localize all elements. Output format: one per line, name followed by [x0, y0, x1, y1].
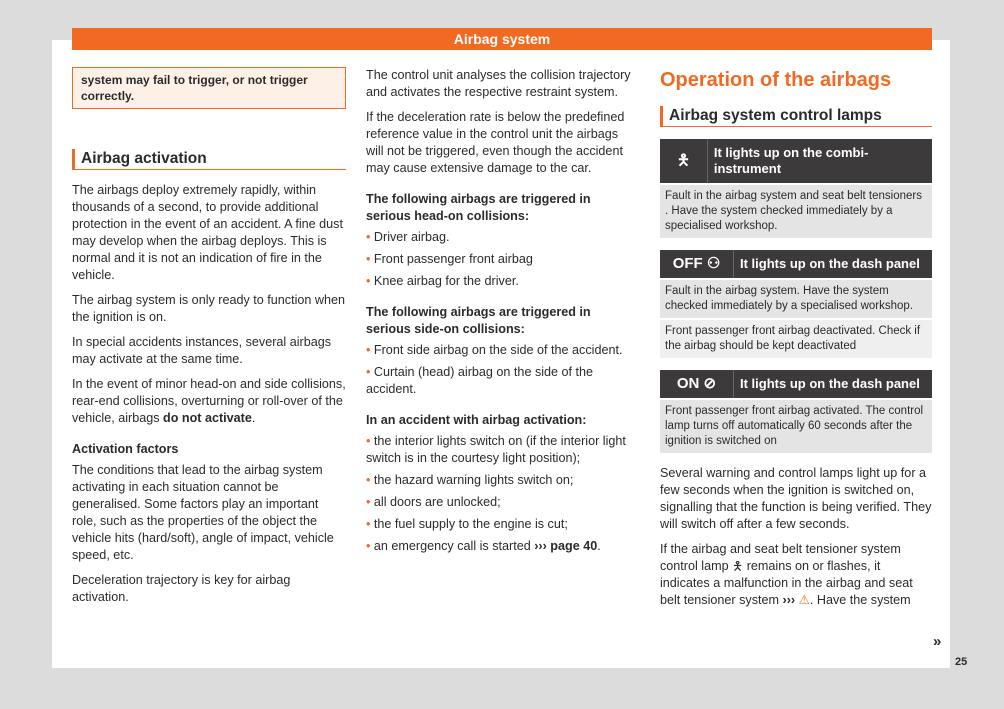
column-3 — [660, 66, 932, 617]
lamp-row-on — [660, 370, 932, 398]
heading-airbag-activation: Airbag activation — [72, 149, 346, 170]
list-item: • all doors are unlocked; — [366, 494, 638, 511]
list-item: • the interior lights switch on (if the interior light switch is in the courtesy light position); — [366, 433, 638, 467]
paragraph: In special accidents instances, several airbags may activate at the same time. — [72, 335, 332, 366]
column-1 — [72, 67, 346, 614]
paragraph: The airbags deploy extremely rapidly, within thousands of a second, to provide additional protection in the event of an accident. A fine dust may develop when the airbag deploys. This is normal and it is not an indication of fire in the vehicle. — [72, 183, 343, 282]
paragraph: The conditions that lead to the airbag system activating in each situation cannot be generalised. Some factors play an important role, such as the properties of the object the vehicle hits (hard/soft), angle of impact, vehicle speed, etc. — [72, 463, 334, 562]
paragraph: Several warning and control lamps light up for a few seconds when the ignition is switched on, signalling that the function is being verified. They will switch off after a few seconds. — [660, 466, 932, 531]
continued-icon: » — [933, 633, 942, 650]
list-item: • Knee airbag for the driver. — [366, 273, 638, 290]
lamp-label: It lights up on the dash panel — [740, 376, 920, 391]
lamp-row-off — [660, 250, 932, 278]
list-item: • Front side airbag on the side of the accident. — [366, 342, 638, 359]
paragraph — [72, 376, 346, 427]
text: . — [251, 411, 256, 425]
title-operation: Operation of the airbags — [660, 69, 892, 91]
heading-control-lamps: Airbag system control lamps — [660, 106, 932, 127]
passenger-airbag-on-icon: ⊘ — [703, 375, 717, 392]
list-item: • Front passenger front airbag — [366, 251, 638, 268]
lamp-label: It lights up on the dash panel — [740, 256, 920, 271]
lamp-icon-group — [660, 250, 734, 278]
subheading-head-on: The following airbags are triggered in serious head-on collisions: — [366, 192, 591, 223]
reference-arrows: ››› — [782, 593, 799, 607]
text: . — [597, 539, 601, 553]
list-item: • the hazard warning lights switch on; — [366, 472, 638, 489]
text: remains on or flashes, it indicates a malfunction in the airbag and seat belt tensioner system — [660, 559, 913, 607]
passenger-airbag-off-icon: ⚇ — [706, 255, 721, 272]
page-link[interactable]: ››› page 40 — [534, 539, 598, 553]
text: an emergency call is started — [373, 539, 535, 553]
on-label: ON — [676, 375, 700, 392]
paragraph: If the deceleration rate is below the predefined reference value in the control unit the airbags will not be triggered, even though the accident may cause extensive damage to the car. — [366, 110, 625, 175]
paragraph: The control unit analyses the collision trajectory and activates the respective restraint system. — [366, 68, 631, 99]
text: If the airbag and seat belt tensioner system control lamp — [660, 542, 901, 573]
paragraph: Deceleration trajectory is key for airbag activation. — [72, 573, 291, 604]
off-label: OFF — [672, 255, 703, 272]
warning-box: system may fail to trigger, or not trigger correctly. — [72, 67, 346, 109]
list-item: • Curtain (head) airbag on the side of the accident. — [366, 364, 638, 398]
column-2 — [366, 67, 638, 560]
airbag-warning-icon: 🯅 — [660, 139, 708, 183]
list-item: • Driver airbag. — [366, 229, 638, 246]
lamp-label: It lights up on the combi-instrument — [713, 145, 869, 176]
page-number: 25 — [955, 656, 968, 668]
lamp-description: Fault in the airbag system. Have the system checked immediately by a specialised workshop. — [660, 280, 932, 318]
paragraph — [660, 541, 932, 609]
warning-triangle-icon: ⚠ — [798, 593, 810, 607]
lamp-description: Front passenger front airbag activated. The control lamp turns off automatically 60 seconds after the ignition is switched on — [660, 400, 932, 453]
subheading-accident: In an accident with airbag activation: — [366, 413, 587, 427]
subheading-activation-factors: Activation factors — [72, 442, 179, 456]
section-header: Airbag system — [72, 28, 932, 50]
emphasis: do not activate — [163, 411, 252, 425]
paragraph: The airbag system is only ready to function when the ignition is on. — [72, 293, 346, 324]
list-item — [366, 538, 638, 555]
lamp-description: Fault in the airbag system and seat belt tensioners . Have the system checked immediately by a specialised workshop. — [660, 185, 932, 238]
subheading-side-on: The following airbags are triggered in serious side-on collisions: — [366, 305, 591, 336]
lamp-description: Front passenger front airbag deactivated. Check if the airbag should be kept deactivated — [660, 320, 932, 358]
lamp-icon-group — [660, 370, 734, 398]
airbag-lamp-icon: 🯅 — [732, 559, 744, 573]
text: . Have the system — [809, 593, 911, 607]
list-item: • the fuel supply to the engine is cut; — [366, 516, 638, 533]
text: In the event of minor head-on and side collisions, rear-end collisions, overturning or roll-over of the vehicle, airbags — [72, 377, 346, 425]
lamp-row-combi — [660, 139, 932, 183]
